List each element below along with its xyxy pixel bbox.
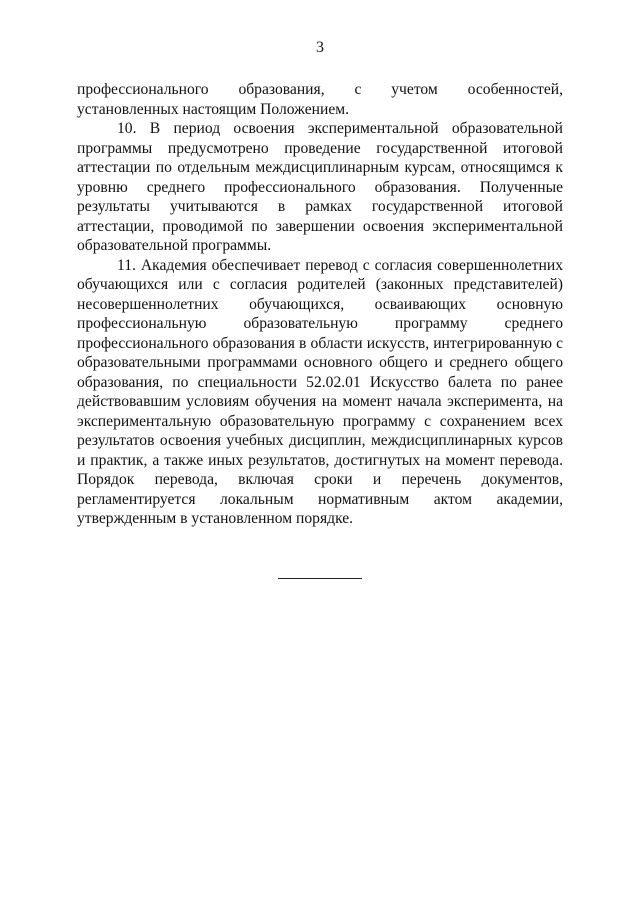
document-body [77, 80, 563, 529]
end-separator-line [278, 578, 362, 579]
paragraph-item-11: 11. Академия обеспечивает перевод с согласия совершеннолетних обучающихся или с согласия родителей (законных представителей) несовершеннолетних обучающихся, осваивающих основную профессиональную образовательную программу среднего профессионального образования в области искусств, интегрированную с образовательными программами основного общего и среднего общего образования, по специальности 52.02.01 Искусство балета по ранее действовавшим условиям обучения на момент начала эксперимента, на экспериментальную образовательную программу с сохранением всех результатов освоения учебных дисциплин, междисциплинарных курсов и практик, а также иных результатов, достигнутых на момент перевода. Порядок перевода, включая сроки и перечень документов, регламентируется локальным нормативным актом академии, утвержденным в установленном порядке. [77, 256, 563, 527]
paragraph-continuation: профессионального образования, с учетом особенностей, установленных настоящим Положением. [77, 81, 563, 118]
page-number: 3 [316, 39, 324, 56]
paragraph-item-10: 10. В период освоения экспериментальной образовательной программы предусмотрено проведение государственной итоговой аттестации по отдельным междисциплинарным курсам, относящимся к уровню среднего профессионального образования. Полученные результаты учитываются в рамках государственной итоговой аттестации, проводимой по завершении освоения экспериментальной образовательной программы. [77, 120, 563, 254]
